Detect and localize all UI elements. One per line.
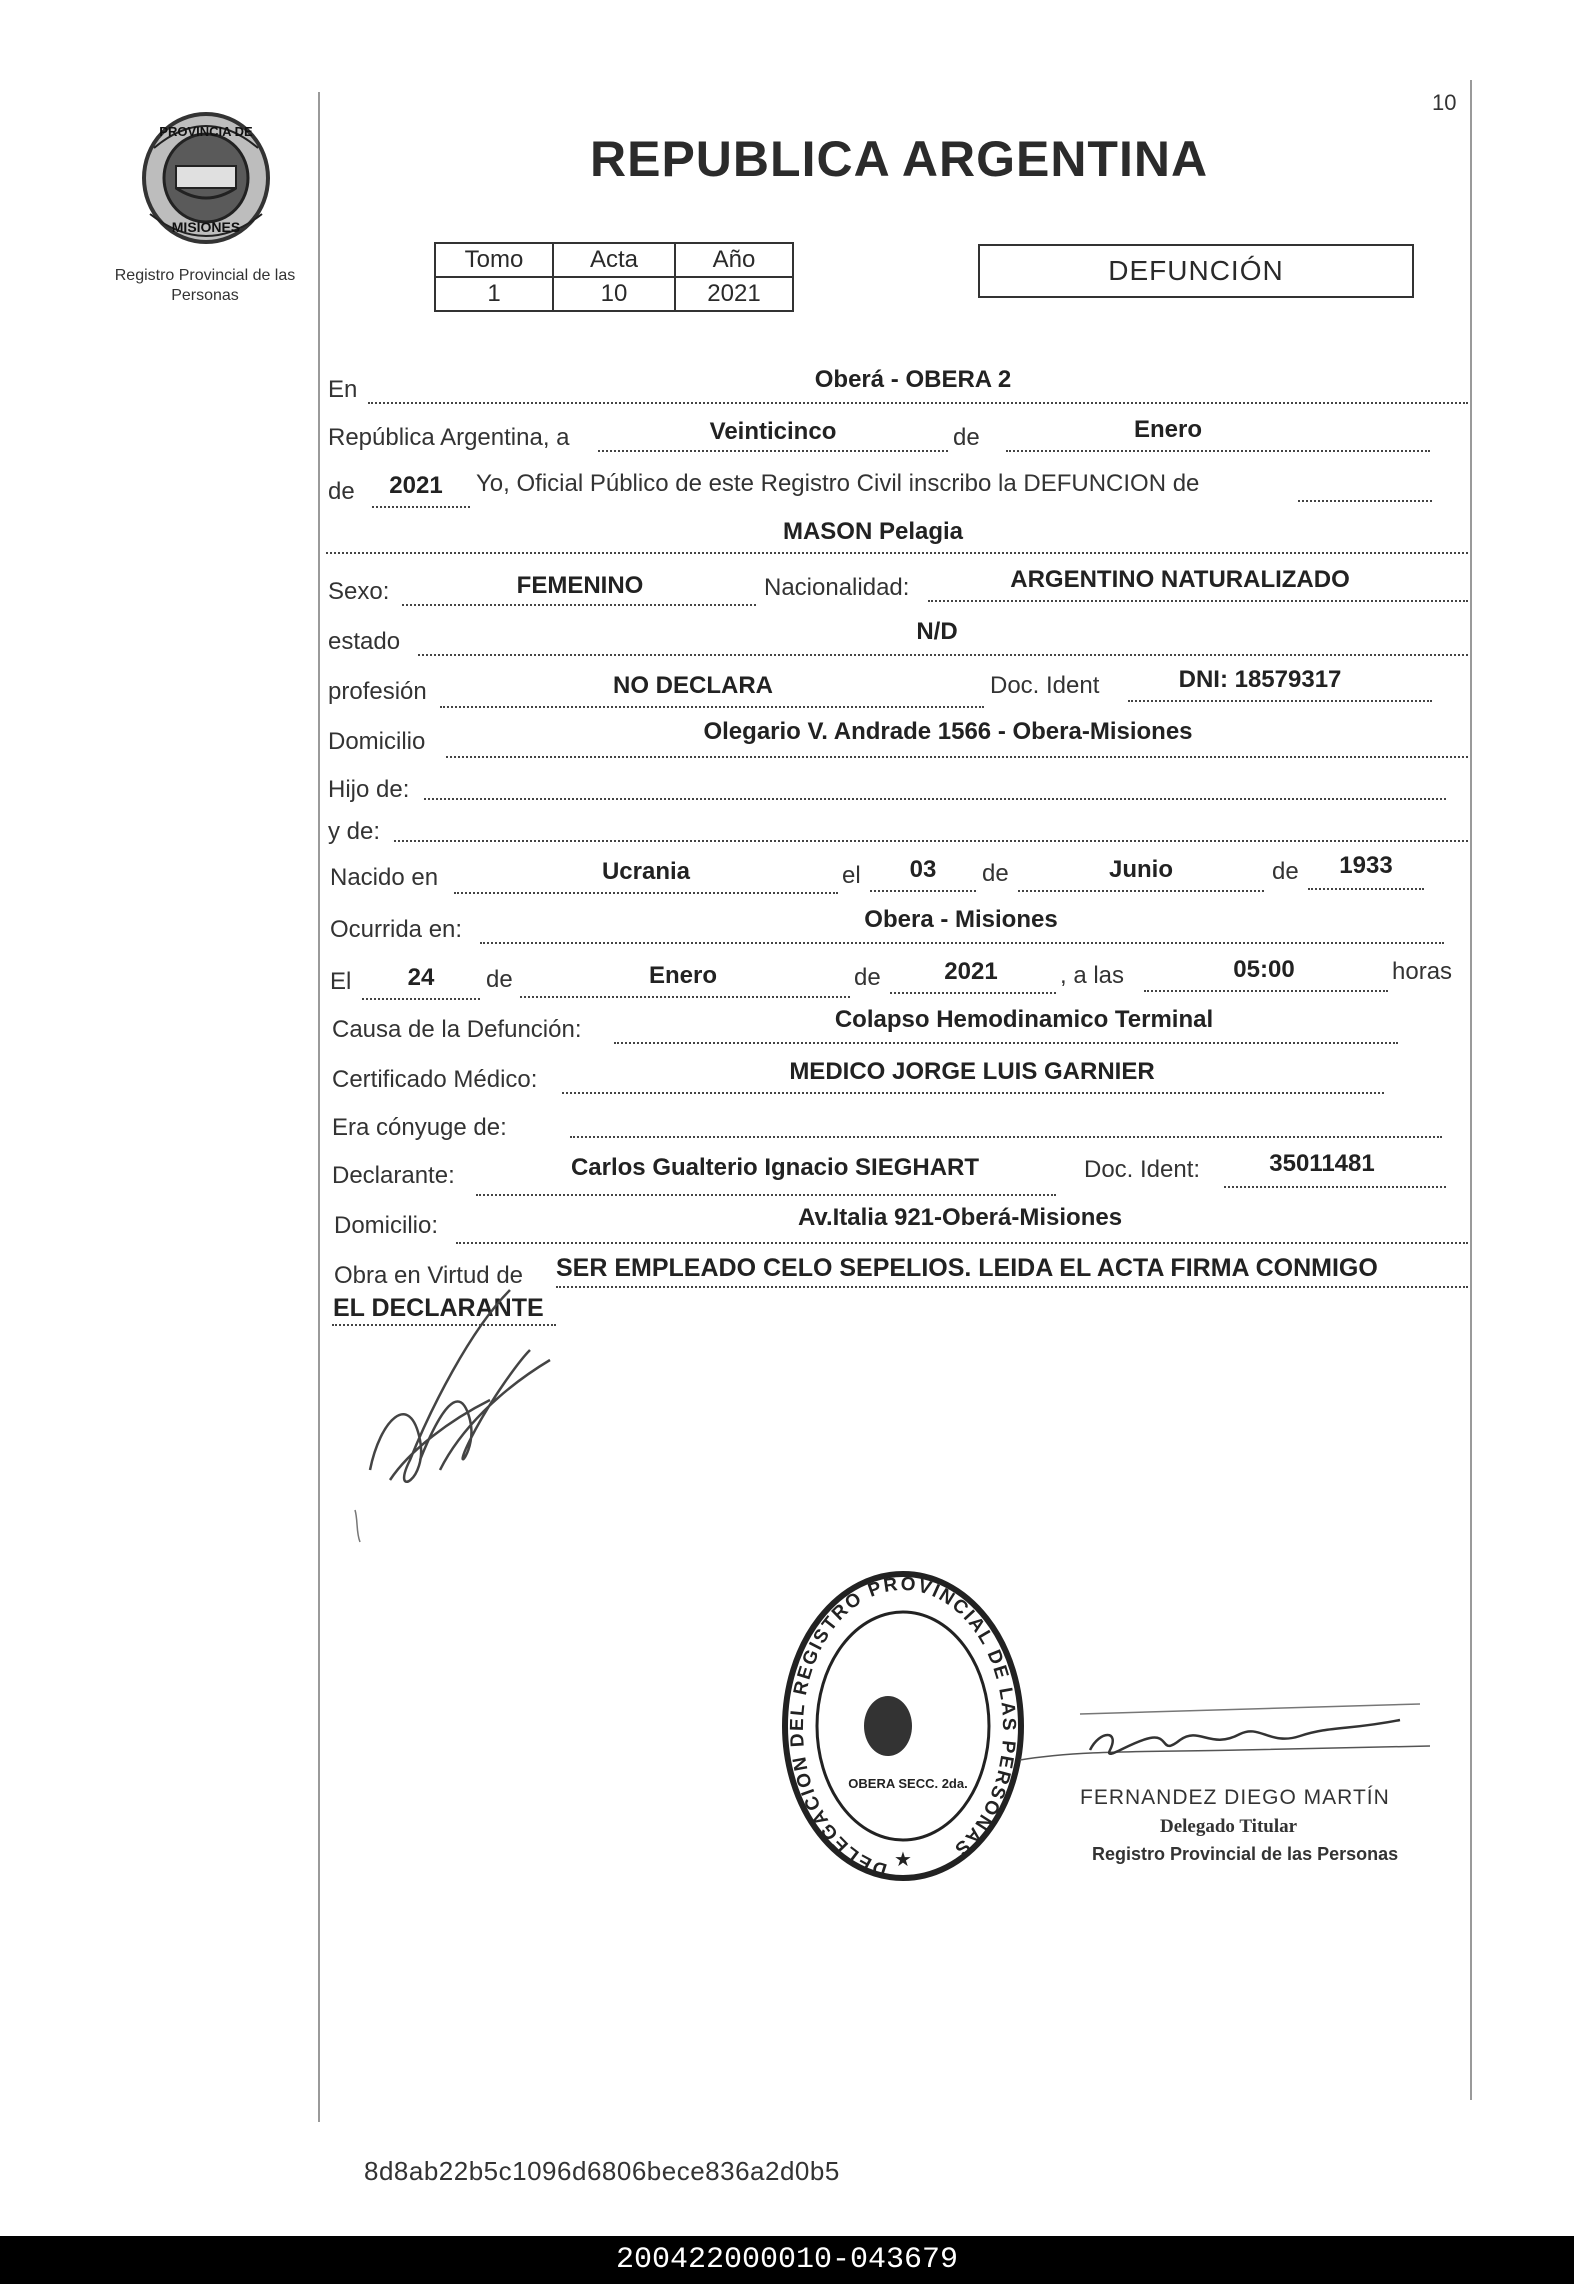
sexo-value: FEMENINO — [516, 572, 644, 599]
nac-dia-value: 03 — [909, 856, 937, 883]
certificado-label: Certificado Médico: — [332, 1066, 538, 1093]
en-label: En — [328, 376, 358, 403]
dots — [556, 1286, 1468, 1288]
alas-label: , a las — [1060, 962, 1125, 989]
de2-label: de — [328, 478, 355, 505]
registry-label: Registro Provincial de las Personas — [114, 267, 296, 304]
obra-value-2: EL DECLARANTE — [333, 1294, 544, 1322]
official-signature — [1000, 1690, 1440, 1780]
de-label: de — [953, 424, 980, 451]
declarant-signature — [350, 1270, 580, 1550]
tomo-header: Tomo — [435, 243, 553, 277]
right-margin-line — [1470, 80, 1472, 2100]
profesion-value: NO DECLARA — [613, 672, 773, 699]
dots — [1308, 888, 1424, 890]
def-de2-label: de — [854, 964, 881, 991]
def-dia-value: 24 — [407, 964, 435, 991]
svg-text:DELEGACION DEL REGISTRO PROVIN: DELEGACION DEL REGISTRO PROVINCIAL DE LAS PERSONAS — [786, 1573, 1020, 1881]
dots — [394, 840, 1468, 842]
dots — [402, 604, 756, 606]
dots — [418, 654, 1468, 656]
def-mes-value: Enero — [648, 962, 718, 989]
el-label: el — [842, 862, 861, 889]
dots — [890, 992, 1056, 994]
nac-de2-label: de — [1272, 858, 1299, 885]
horas-label: horas — [1392, 958, 1453, 985]
doc-type-box: DEFUNCIÓN — [978, 244, 1414, 298]
signatory-role: Delegado Titular — [1160, 1816, 1298, 1837]
hora-value: 05:00 — [1233, 956, 1295, 983]
anio-header: Año — [675, 243, 793, 277]
svg-text:★: ★ — [894, 1847, 912, 1871]
dots — [446, 756, 1468, 758]
decl-domicilio-value: Av.Italia 921-Oberá-Misiones — [797, 1204, 1123, 1231]
hijo-label: Hijo de: — [328, 776, 410, 803]
dots — [424, 798, 1446, 800]
domicilio-value: Olegario V. Andrade 1566 - Obera-Misiones — [703, 718, 1193, 745]
el2-label: El — [330, 968, 352, 995]
estado-value: N/D — [916, 618, 958, 645]
svg-text:PROVINCIA DE: PROVINCIA DE — [159, 124, 253, 139]
svg-text:MISIONES: MISIONES — [171, 219, 241, 235]
declarante-value: Carlos Gualterio Ignacio SIEGHART — [570, 1154, 980, 1181]
estado-label: estado — [328, 628, 401, 655]
doc-ident-value: DNI: 18579317 — [1178, 666, 1342, 693]
dots — [372, 506, 470, 508]
acta-value: 10 — [553, 277, 675, 311]
decl-doc-label: Doc. Ident: — [1084, 1156, 1201, 1183]
dots — [1128, 700, 1432, 702]
document-hash: 8d8ab22b5c1096d6806bece836a2d0b5 — [364, 2156, 840, 2186]
dots — [454, 892, 838, 894]
anio-value-text: 2021 — [389, 472, 443, 499]
conyuge-label: Era cónyuge de: — [332, 1114, 507, 1141]
footer-code-bar: 200422000010-043679 — [0, 2236, 1574, 2284]
nacionalidad-label: Nacionalidad: — [764, 574, 910, 601]
mes-texto-value: Enero — [1133, 416, 1203, 443]
dots — [520, 996, 850, 998]
causa-label: Causa de la Defunción: — [332, 1016, 582, 1043]
def-anio-value: 2021 — [944, 958, 998, 985]
dots — [570, 1136, 1442, 1138]
doc-ident-label: Doc. Ident — [990, 672, 1100, 699]
dots — [928, 600, 1468, 602]
reference-table — [434, 242, 794, 312]
dots — [1298, 500, 1432, 502]
dots — [614, 1042, 1398, 1044]
svg-text:OBERA SECC. 2da.: OBERA SECC. 2da. — [848, 1776, 968, 1791]
certificado-value: MEDICO JORGE LUIS GARNIER — [789, 1058, 1155, 1085]
sexo-label: Sexo: — [328, 578, 390, 605]
dots — [368, 402, 1468, 404]
yde-label: y de: — [328, 818, 381, 845]
dots — [562, 1092, 1384, 1094]
signatory-name: FERNANDEZ DIEGO MARTÍN — [1080, 1786, 1390, 1809]
official-seal — [778, 1566, 1028, 1886]
anio-value: 2021 — [675, 277, 793, 311]
dots — [1018, 890, 1264, 892]
nac-mes-value: Junio — [1109, 856, 1173, 883]
ocurrida-en-value: Obera - Misiones — [864, 906, 1058, 933]
dots — [1224, 1186, 1446, 1188]
decl-doc-value: 35011481 — [1269, 1150, 1375, 1177]
dots — [362, 998, 480, 1000]
nacionalidad-value: ARGENTINO NATURALIZADO — [1010, 566, 1350, 593]
oficial-text: Yo, Oficial Público de este Registro Civil inscribo la DEFUNCION de — [476, 470, 1200, 497]
declarante-label: Declarante: — [332, 1162, 455, 1189]
page-title: REPUBLICA ARGENTINA — [590, 131, 1209, 187]
left-margin-line — [318, 92, 320, 2122]
dots — [326, 552, 1468, 554]
dots — [440, 706, 984, 708]
dots — [870, 890, 976, 892]
dia-texto-value: Veinticinco — [709, 418, 837, 445]
province-logo — [136, 108, 276, 248]
def-de-label: de — [486, 966, 513, 993]
dots — [1144, 990, 1388, 992]
nac-anio-value: 1933 — [1339, 852, 1393, 879]
nacido-en-value: Ucrania — [601, 858, 691, 885]
dots — [1006, 450, 1430, 452]
decl-domicilio-label: Domicilio: — [334, 1212, 439, 1239]
acta-header: Acta — [553, 243, 675, 277]
nacido-label: Nacido en — [330, 864, 439, 891]
signatory-office: Registro Provincial de las Personas — [1092, 1844, 1399, 1864]
profesion-label: profesión — [328, 678, 427, 705]
nombre-value: MASON Pelagia — [782, 518, 964, 545]
causa-value: Colapso Hemodinamico Terminal — [834, 1006, 1214, 1033]
nac-de-label: de — [982, 860, 1009, 887]
dots — [480, 942, 1444, 944]
republica-label: República Argentina, a — [328, 424, 570, 451]
tomo-value: 1 — [435, 277, 553, 311]
dots — [476, 1194, 1056, 1196]
dots — [456, 1242, 1468, 1244]
obra-label: Obra en Virtud de — [334, 1262, 524, 1289]
dots — [598, 450, 948, 452]
obra-value-1: SER EMPLEADO CELO SEPELIOS. LEIDA EL ACTA FIRMA CONMIGO — [556, 1254, 1378, 1282]
ocurrida-label: Ocurrida en: — [330, 916, 463, 943]
lugar-value: Oberá - OBERA 2 — [814, 366, 1012, 393]
page-number: 10 — [1432, 90, 1457, 115]
domicilio-label: Domicilio — [328, 728, 426, 755]
